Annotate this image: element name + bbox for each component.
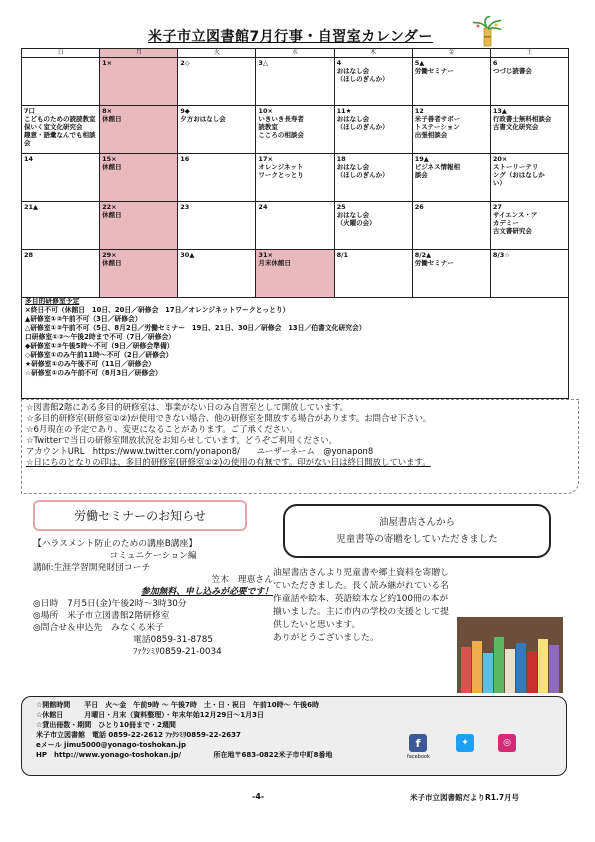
day-event: 出張相談会 [414, 131, 448, 139]
notice-line: ▲研修室①②午前不可（3日／研修会） [25, 315, 142, 323]
calendar-day-cell [22, 202, 100, 250]
day-event: 古文書研究会 [492, 227, 532, 235]
notice-line: ☆研修室①のみ午前不可（8月3日／研修会） [25, 369, 162, 377]
day-number: 21▲ [24, 203, 39, 211]
seminar-course: 【ハラスメント防止のための講座B講座】 [33, 539, 198, 549]
study-room-info [21, 399, 579, 494]
calendar-day-cell [22, 250, 100, 298]
day-number: 28 [24, 251, 34, 259]
day-event: おはなし会 [336, 67, 370, 75]
day-event: サイエンス・ア [492, 211, 538, 219]
day-event: 休館日 [102, 259, 122, 267]
donation-heading [283, 504, 551, 558]
seminar-place: ◎場所 米子市立図書館2階研修室 [33, 611, 170, 621]
info-line: ☆日にちのとなりの印は、多目的研修室(研修室①②)の使用の有無です。印がない日は終日開放しています。 [26, 457, 431, 467]
weekday-fri: 金 [412, 49, 490, 58]
day-event: ビジネス情報相 [414, 163, 461, 171]
calendar-day-cell [334, 106, 412, 154]
day-event: カデミー [492, 219, 519, 227]
calendar-day-cell [100, 250, 178, 298]
calendar-day-cell [412, 250, 490, 298]
seminar-lecturer-name: 笠木 理恵さん [211, 575, 273, 585]
homepage-link[interactable]: HP http://www.yonago-toshokan.jp/ [36, 751, 182, 759]
calendar-day-cell [256, 106, 334, 154]
calendar-day-cell [100, 58, 178, 106]
weekday-wed: 水 [256, 49, 334, 58]
donated-books-photo [457, 617, 563, 693]
opening-hours: ☆開館時間 平日 火～金 午前9時 ～ 午後7時 土・日・祝日 午前10時～ 午後6時 [36, 701, 319, 709]
day-number: 20× [492, 155, 508, 163]
weekday-thu: 木 [334, 49, 412, 58]
calendar-day-cell [256, 154, 334, 202]
calendar-day-cell [100, 106, 178, 154]
day-event: （ほしのぎんか） [336, 75, 389, 83]
day-number: 5▲ [414, 59, 425, 67]
day-event: 月末休館日 [258, 259, 291, 267]
calendar-week-row [22, 202, 569, 250]
day-event: こころの相談会 [258, 131, 304, 139]
notice-line: ◇研修室①のみ午前11時～不可（2日／研修会） [25, 351, 173, 359]
calendar-day-cell [412, 154, 490, 202]
day-number: 31× [258, 251, 273, 259]
calendar-day-cell [490, 106, 568, 154]
study-room-schedule [21, 296, 569, 399]
calendar-day-cell [22, 106, 100, 154]
notice-line: 口研修室①②～午後2時まで不可（7日／研修会） [25, 333, 176, 341]
day-number: 18 [336, 155, 346, 163]
calendar-day-cell [412, 202, 490, 250]
calendar-day-cell [334, 202, 412, 250]
library-phone: 米子市立図書館 電話 0859-22-2612 ﾌｧｸｼﾐﾘ0859-22-2637 [36, 731, 241, 739]
facebook-icon[interactable]: f [409, 734, 427, 752]
calendar-week-row [22, 154, 569, 202]
day-event: こどものための読読教室 [24, 115, 96, 123]
twitter-icon[interactable]: ✦ [456, 734, 474, 752]
calendar-day-cell [334, 58, 412, 106]
day-number: 6 [492, 59, 498, 67]
bamboo-decoration-icon [472, 16, 502, 48]
calendar-day-cell [178, 202, 256, 250]
day-number: 4 [336, 59, 342, 67]
day-event: 保いく室文化研究会 [24, 123, 83, 131]
calendar-day-cell [490, 250, 568, 298]
day-number: 29× [102, 251, 117, 259]
calendar-day-cell [100, 202, 178, 250]
calendar-week-row [22, 106, 569, 154]
day-number: 27 [492, 203, 502, 211]
weekday-tue: 火 [178, 49, 256, 58]
calendar-week-row [22, 58, 569, 106]
day-number: 8× [102, 107, 113, 115]
calendar-day-cell [178, 154, 256, 202]
day-event: い） [492, 179, 506, 187]
info-line: ☆6月現在の予定であり、変更になることがあります。ご了承ください。 [26, 424, 298, 434]
day-event: おはなし会 [336, 163, 370, 171]
day-number: 8/1 [336, 251, 348, 259]
day-number: 3△ [258, 59, 268, 67]
seminar-contact: ◎問合せ＆申込先 みなくる米子 [33, 623, 164, 633]
day-number: 7口 [24, 107, 36, 115]
calendar-day-cell [412, 58, 490, 106]
day-event: （火曜の会） [336, 219, 376, 227]
calendar-table [21, 48, 569, 298]
day-number: 11★ [336, 107, 352, 115]
notice-line: △研修室①②午前不可（5日、8月2日／労働セミナー 19日、21日、30日／研修会 13日／伯書文化研究会） [25, 324, 366, 332]
donation-closing: ありがとうございました。 [273, 633, 379, 643]
calendar-day-cell [22, 58, 100, 106]
closed-days: ☆休館日 月曜日・月末（資料整理）・年末年始12月29日～1月3日 [36, 711, 264, 719]
page-number: -4- [252, 792, 265, 801]
calendar-day-cell [490, 154, 568, 202]
day-number: 22× [102, 203, 117, 211]
calendar-day-cell [178, 106, 256, 154]
day-event: 夕方おはなし会 [180, 115, 226, 123]
seminar-date: ◎日時 7月5日(金)午後2時～3時30分 [33, 599, 187, 609]
day-event: 趣意・語彙なんでも相談会 [24, 131, 96, 147]
day-number: 8/3☆ [492, 251, 511, 259]
notice-line: ★研修室①のみ午後不可（11日／研修会） [25, 360, 156, 368]
seminar-lecturer: 講師:生涯学習開発財団コーチ [33, 563, 151, 573]
day-number: 23 [180, 203, 190, 211]
day-event: 談会 [414, 171, 428, 179]
calendar-day-cell [256, 250, 334, 298]
calendar-day-cell [22, 154, 100, 202]
day-event: ストーリーテリ [492, 163, 539, 171]
day-number: 15× [102, 155, 117, 163]
day-number: 13▲ [492, 107, 507, 115]
day-number: 9◆ [180, 107, 190, 115]
day-number: 2◇ [180, 59, 190, 67]
day-number: 12 [414, 107, 424, 115]
day-event: 休館日 [102, 211, 122, 219]
day-number: 26 [414, 203, 424, 211]
notice-heading: 多目的研修室予定 [25, 297, 80, 305]
day-number: 8/2▲ [414, 251, 432, 259]
day-event: ワークとっとり [258, 171, 304, 179]
calendar-day-cell [334, 154, 412, 202]
weekday-mon: 月 [100, 49, 178, 58]
day-event: 古書文化研究会 [492, 123, 539, 131]
seminar-section [33, 538, 273, 658]
instagram-icon[interactable]: ◎ [498, 734, 516, 752]
lending-rules: ☆貸出冊数・期間 ひとり10冊まで・2週間 [36, 721, 176, 729]
info-line: ☆図書館2階にある多目的研修室は、事業がない日のみ自習室として開放しています。 [26, 402, 349, 412]
day-event: 労働セミナー [414, 67, 454, 75]
day-number: 1× [102, 59, 113, 67]
day-number: 25 [336, 203, 346, 211]
library-info-footer [21, 696, 567, 776]
donation-body: 油屋書店さんより児童書や郷土資料を寄贈していただきました。長く読み継がれている名作童話や絵本、英語絵本など約100冊の本が揃いました。主に市内の学校の支援として提供したいと思います。 [273, 568, 449, 630]
day-event: （ほしのぎんか） [336, 171, 389, 179]
day-number: 19▲ [414, 155, 429, 163]
library-email[interactable]: eメール jimu5000@yonago-toshokan.jp [36, 741, 186, 749]
weekday-sat: 土 [490, 49, 568, 58]
day-event: つづじ読書会 [492, 67, 532, 75]
day-event: いきいき長寿者 [258, 115, 304, 123]
day-event: おはなし会 [336, 211, 370, 219]
bulletin-name: 米子市立図書館だよりR1.7月号 [410, 793, 520, 802]
calendar-day-cell [256, 202, 334, 250]
calendar-day-cell [412, 106, 490, 154]
donation-heading-line2: 児童書等の寄贈をしていただきました [336, 534, 498, 545]
day-event: オレンジネット [258, 163, 304, 171]
page-title: 米子市立図書館7月行事・自習室カレンダー [148, 29, 433, 45]
day-number: 10× [258, 107, 273, 115]
weekday-header-row [22, 49, 569, 58]
info-line: ☆多目的研修室(研修室①②)が使用できない場合、他の研修室を開放する場合があります。お問合せ下さい。 [26, 413, 432, 423]
facebook-caption: facebook [407, 754, 430, 760]
day-event: 休館日 [102, 115, 122, 123]
seminar-fax: ﾌｧｸｼﾐﾘ0859-21-0034 [133, 647, 222, 657]
day-event: （ほしのぎんか） [336, 123, 389, 131]
day-event: 米子善者サポー [414, 115, 461, 123]
day-event: 行政書士無料相談会 [492, 115, 552, 123]
calendar-day-cell [334, 250, 412, 298]
calendar-day-cell [178, 58, 256, 106]
twitter-url-line[interactable]: アカウントURL https://www.twitter.com/yonapon8/ ユーザーネーム @yonapon8 [26, 446, 374, 456]
seminar-heading: 労働セミナーのお知らせ [33, 500, 247, 531]
calendar-day-cell [100, 154, 178, 202]
day-event: 労働セミナー [414, 259, 454, 267]
calendar-day-cell [256, 58, 334, 106]
seminar-free-note: 参加無料、申し込みが必要です！ [141, 587, 273, 597]
day-event: おはなし会 [336, 115, 370, 123]
day-event: ング（おはなしか [492, 171, 545, 179]
donation-heading-line1: 油屋書店さんから [378, 517, 455, 528]
notice-line: ×終日不可（休館日 10日、20日／研修会 17日／オレンジネットワークとっとり） [25, 306, 290, 314]
day-number: 14 [24, 155, 34, 163]
day-event: トステーション [414, 123, 460, 131]
day-event: 休館日 [102, 163, 122, 171]
day-event: 読教室 [258, 123, 278, 131]
weekday-sun: 日 [22, 49, 100, 58]
day-number: 24 [258, 203, 268, 211]
info-line: ☆Twitterで当日の研修室開放状況をお知らせしています。どうぞご利用ください。 [26, 435, 338, 445]
day-number: 16 [180, 155, 190, 163]
notice-line: ◆研修室①②午後5時～不可（9日／研修会準備） [25, 342, 174, 350]
calendar-day-cell [178, 250, 256, 298]
day-number: 30▲ [180, 251, 195, 259]
library-address: 所在地〒683-0822米子市中町8番地 [213, 751, 333, 759]
day-number: 17× [258, 155, 273, 163]
seminar-tel: 電話0859-31-8785 [133, 635, 213, 645]
calendar-day-cell [490, 58, 568, 106]
seminar-subtitle: コミュニケーション編 [109, 551, 197, 561]
calendar-week-row [22, 250, 569, 298]
library-homepage [36, 750, 552, 760]
calendar-day-cell [490, 202, 568, 250]
